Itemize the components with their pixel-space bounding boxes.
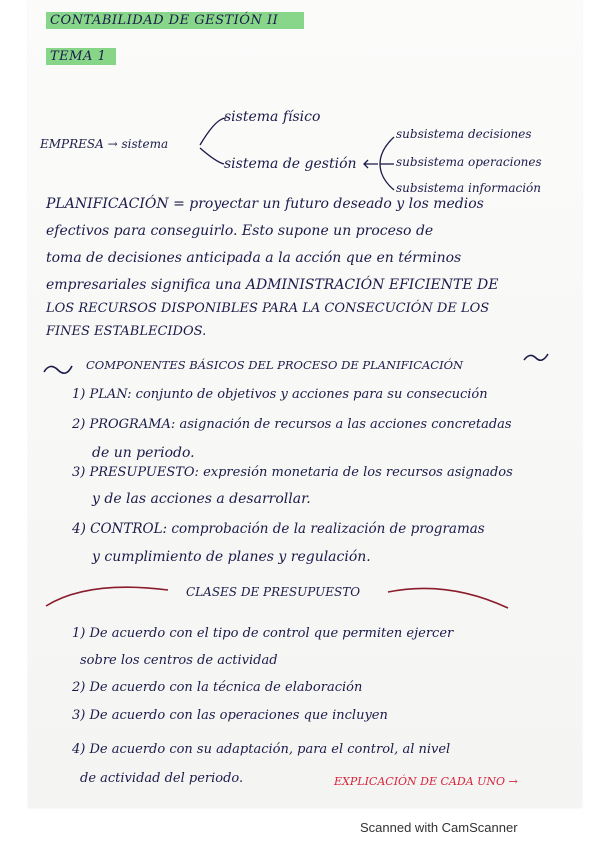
diagram-empresa: EMPRESA → sistema — [40, 137, 169, 151]
planificacion-line-6: FINES ESTABLECIDOS. — [46, 324, 207, 339]
componente-2: 2) PROGRAMA: asignación de recursos a las acciones concretadas — [72, 417, 512, 432]
clase-3: 3) De acuerdo con las operaciones que incluyen — [72, 708, 388, 723]
clase-1-cont: sobre los centros de actividad — [80, 653, 278, 668]
page-title: CONTABILIDAD DE GESTIÓN II — [50, 13, 279, 28]
diagram-fisico: sistema físico — [224, 109, 321, 125]
planificacion-line-4: empresariales significa una ADMINISTRACIÓN EFICIENTE DE — [46, 277, 499, 293]
planificacion-line-3: toma de decisiones anticipada a la acción que en términos — [46, 250, 462, 266]
componente-3-cont: y de las acciones a desarrollar. — [92, 491, 311, 507]
explicacion-note: EXPLICACIÓN DE CADA UNO → — [334, 775, 518, 788]
diagram-gestion: sistema de gestión — [224, 156, 357, 172]
componente-1: 1) PLAN: conjunto de objetivos y acciones para su consecución — [72, 387, 488, 402]
planificacion-line-1: PLANIFICACIÓN = proyectar un futuro deseado y los medios — [46, 196, 484, 212]
planificacion-line-5: LOS RECURSOS DISPONIBLES PARA LA CONSECUCIÓN DE LOS — [46, 301, 490, 316]
clases-heading: CLASES DE PRESUPUESTO — [186, 585, 361, 599]
clase-2: 2) De acuerdo con la técnica de elaboración — [72, 680, 363, 695]
diagram-sub2: subsistema operaciones — [396, 155, 542, 169]
diagram-sub1: subsistema decisiones — [396, 127, 532, 141]
componente-4-cont: y cumplimiento de planes y regulación. — [92, 549, 371, 565]
notebook-page — [28, 0, 582, 808]
componente-3: 3) PRESUPUESTO: expresión monetaria de los recursos asignados — [72, 465, 513, 480]
clase-4: 4) De acuerdo con su adaptación, para el control, al nivel — [72, 742, 451, 757]
clase-1: 1) De acuerdo con el tipo de control que permiten ejercer — [72, 626, 454, 641]
componentes-heading: COMPONENTES BÁSICOS DEL PROCESO DE PLANIFICACIÓN — [86, 358, 464, 372]
componente-2-cont: de un periodo. — [92, 445, 195, 461]
scanner-footer: Scanned with CamScanner — [360, 820, 518, 835]
clase-4-cont: de actividad del periodo. — [80, 771, 244, 786]
tema-label: TEMA 1 — [50, 49, 107, 64]
planificacion-line-2: efectivos para conseguirlo. Esto supone un proceso de — [46, 223, 434, 239]
diagram-sub3: subsistema información — [396, 181, 542, 195]
componente-4: 4) CONTROL: comprobación de la realización de programas — [72, 521, 485, 537]
